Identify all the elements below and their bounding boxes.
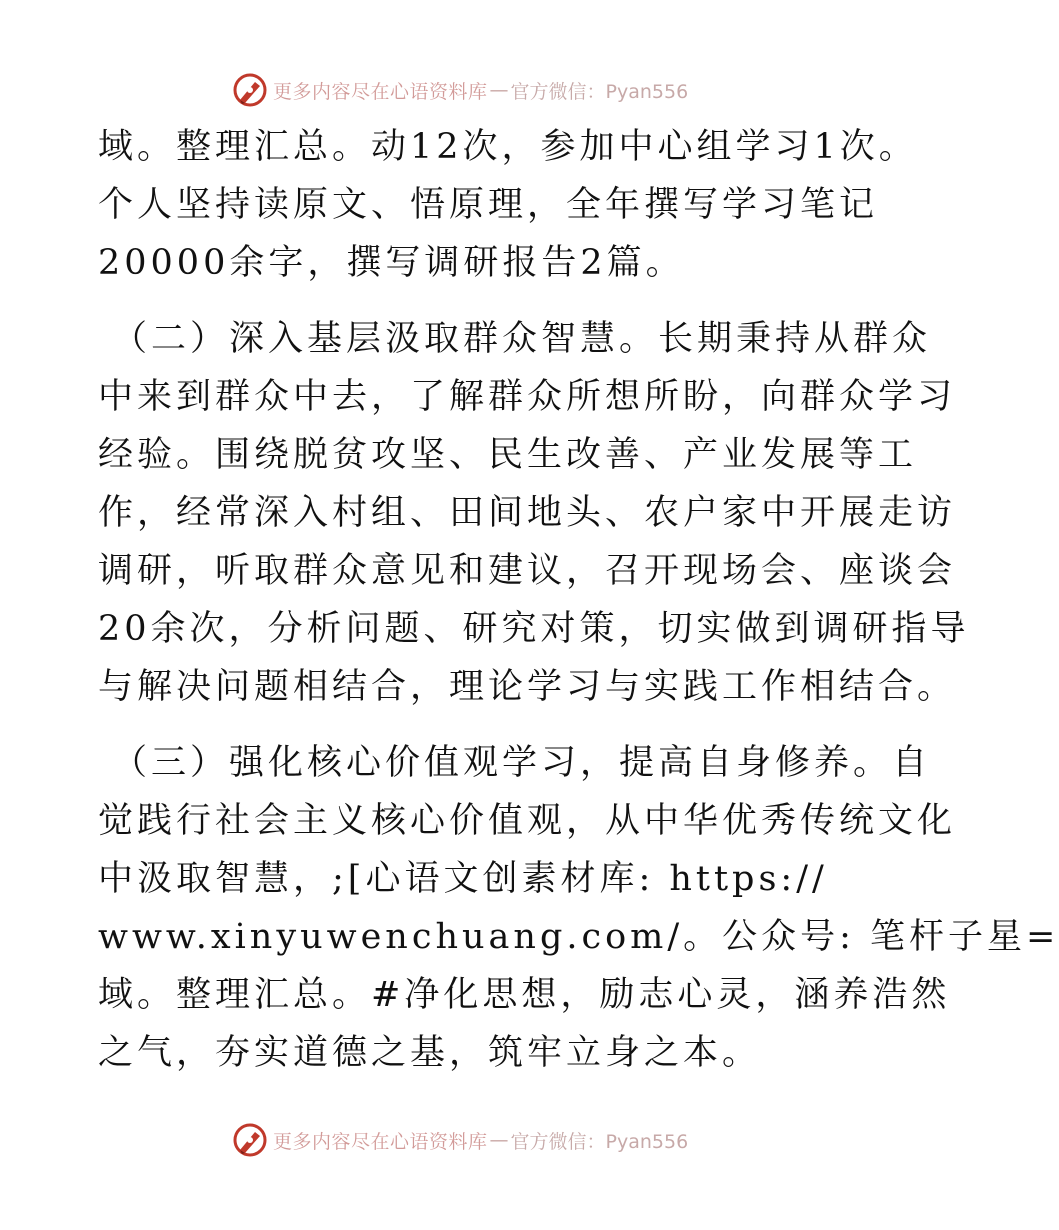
text-line: 20余次，分析问题、研究对策，切实做到调研指导 xyxy=(98,609,970,649)
banner-main-text: 更多内容尽在心语资料库 xyxy=(273,80,488,103)
paragraph-2 xyxy=(98,310,970,716)
paragraph-3 xyxy=(98,734,1059,1082)
pen-circle-logo-icon xyxy=(233,73,267,107)
text-line: （二）深入基层汲取群众智慧。长期秉持从群众 xyxy=(112,319,932,359)
text-line: 个人坚持读原文、悟原理，全年撰写学习笔记 xyxy=(98,185,879,225)
banner-separator: — xyxy=(489,79,509,101)
footer-banner xyxy=(233,1122,688,1158)
text-line: 20000余字，撰写调研报告2篇。 xyxy=(98,243,685,283)
text-line: 经验。围绕脱贫攻坚、民生改善、产业发展等工 xyxy=(98,435,918,475)
text-line: 作，经常深入村组、田间地头、农户家中开展走访 xyxy=(98,493,957,533)
banner-separator: — xyxy=(489,1129,509,1151)
text-line: 中来到群众中去，了解群众所想所盼，向群众学习 xyxy=(98,377,957,417)
text-line: www.xinyuwenchuang.com/。公众号: 笔杆子星= xyxy=(98,917,1059,957)
banner-main-text: 更多内容尽在心语资料库 xyxy=(273,1130,488,1153)
document-body xyxy=(98,118,1059,1082)
text-line: 域。整理汇总。#净化思想，励志心灵，涵养浩然 xyxy=(98,975,951,1015)
paragraph-1 xyxy=(98,118,918,292)
pen-circle-logo-icon xyxy=(233,1123,267,1157)
text-line: 域。整理汇总。动12次，参加中心组学习1次。 xyxy=(98,127,918,167)
banner-contact-text: 官方微信：Pyan556 xyxy=(510,80,689,103)
text-line: 调研，听取群众意见和建议，召开现场会、座谈会 xyxy=(98,551,957,591)
banner-contact-text: 官方微信：Pyan556 xyxy=(510,1130,689,1153)
text-line: （三）强化核心价值观学习，提高自身修养。自 xyxy=(112,743,932,783)
text-line: 中汲取智慧，;[心语文创素材库: https:// xyxy=(98,859,828,899)
text-line: 觉践行社会主义核心价值观，从中华优秀传统文化 xyxy=(98,801,957,841)
header-banner xyxy=(233,72,688,108)
text-line: 之气，夯实道德之基，筑牢立身之本。 xyxy=(98,1033,762,1073)
text-line: 与解决问题相结合，理论学习与实践工作相结合。 xyxy=(98,667,957,707)
